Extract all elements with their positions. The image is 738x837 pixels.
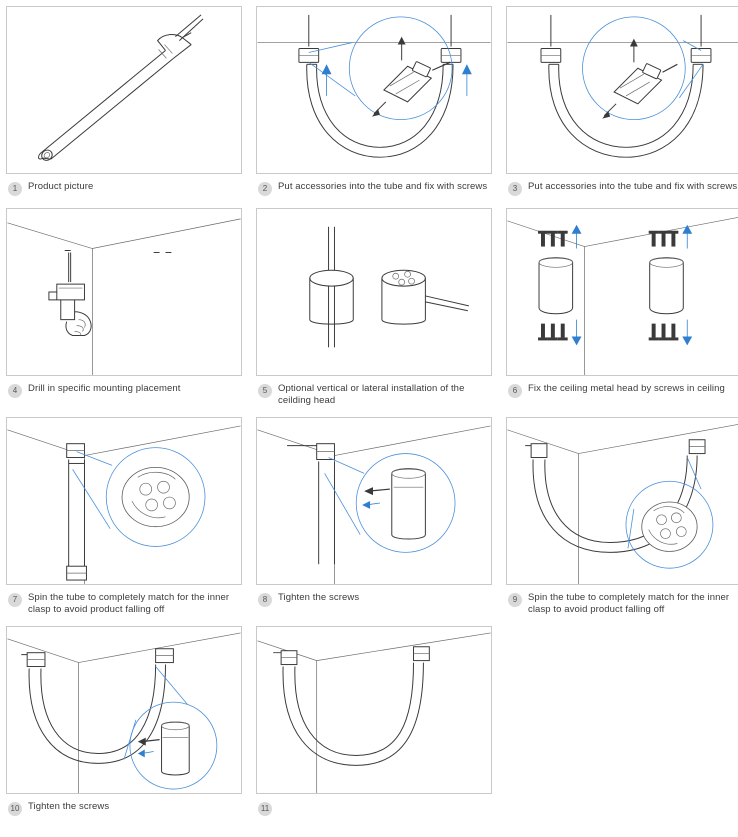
step-cell-3 bbox=[506, 6, 738, 204]
step-number-badge: 6 bbox=[508, 384, 522, 398]
step-illustration-5 bbox=[256, 208, 492, 376]
step-number-badge: 11 bbox=[258, 802, 272, 816]
step-number-badge: 3 bbox=[508, 182, 522, 196]
step-caption-7 bbox=[6, 585, 244, 622]
drawing-finished-installation bbox=[257, 627, 491, 793]
step-cell-11 bbox=[256, 626, 494, 824]
step-illustration-4 bbox=[6, 208, 242, 376]
drawing-product-picture bbox=[7, 7, 241, 173]
drawing-drilling-ceiling bbox=[7, 209, 241, 375]
step-caption-9 bbox=[506, 585, 738, 622]
step-illustration-11 bbox=[256, 626, 492, 794]
step-cell-8 bbox=[256, 417, 494, 622]
step-cell-1 bbox=[6, 6, 244, 204]
step-illustration-7 bbox=[6, 417, 242, 585]
drawing-curved-tube-screw-zoom bbox=[7, 627, 241, 793]
drawing-accessories-into-tube-right bbox=[507, 7, 738, 173]
step-cell-2 bbox=[256, 6, 494, 204]
drawing-vertical-tube-clasp-zoom bbox=[7, 418, 241, 584]
step-caption-text: Drill in specific mounting placement bbox=[28, 383, 181, 394]
step-illustration-1 bbox=[6, 6, 242, 174]
step-caption-8 bbox=[256, 585, 494, 615]
step-number-badge: 9 bbox=[508, 593, 522, 607]
step-cell-5 bbox=[256, 208, 494, 413]
drawing-accessories-into-tube-left bbox=[257, 7, 491, 173]
step-number-badge: 5 bbox=[258, 384, 272, 398]
step-caption-text: Product picture bbox=[28, 181, 94, 192]
step-illustration-10 bbox=[6, 626, 242, 794]
step-number-badge: 8 bbox=[258, 593, 272, 607]
step-caption-text: Tighten the screws bbox=[28, 801, 110, 812]
step-illustration-3 bbox=[506, 6, 738, 174]
step-caption-4 bbox=[6, 376, 244, 406]
step-caption-text: Put accessories into the tube and fix with screws bbox=[278, 181, 488, 192]
step-caption-5 bbox=[256, 376, 494, 413]
drawing-vertical-tube-screw-zoom bbox=[257, 418, 491, 584]
step-illustration-2 bbox=[256, 6, 492, 174]
step-caption-text: Tighten the screws bbox=[278, 592, 360, 603]
step-illustration-6 bbox=[506, 208, 738, 376]
step-caption-11 bbox=[256, 794, 494, 824]
step-caption-6 bbox=[506, 376, 738, 406]
step-cell-6 bbox=[506, 208, 738, 413]
step-cell-9 bbox=[506, 417, 738, 622]
step-caption-text: Spin the tube to completely match for the inner clasp to avoid product falling off bbox=[528, 592, 730, 615]
step-caption-text: Fix the ceiling metal head by screws in ceiling bbox=[528, 383, 725, 394]
step-caption-10 bbox=[6, 794, 244, 824]
step-number-badge: 4 bbox=[8, 384, 22, 398]
step-illustration-8 bbox=[256, 417, 492, 585]
step-cell-10 bbox=[6, 626, 244, 824]
step-illustration-9 bbox=[506, 417, 738, 585]
step-caption-text: Optional vertical or lateral installation of the ceilding head bbox=[278, 383, 465, 406]
step-cell-4 bbox=[6, 208, 244, 413]
step-number-badge: 2 bbox=[258, 182, 272, 196]
drawing-screws-into-ceiling-heads bbox=[507, 209, 738, 375]
step-caption-3 bbox=[506, 174, 738, 204]
step-number-badge: 7 bbox=[8, 593, 22, 607]
step-number-badge: 1 bbox=[8, 182, 22, 196]
step-number-badge: 10 bbox=[8, 802, 22, 816]
step-caption-2 bbox=[256, 174, 494, 204]
step-cell-7 bbox=[6, 417, 244, 622]
step-caption-text: Put accessories into the tube and fix with screws bbox=[528, 181, 738, 192]
step-caption-1 bbox=[6, 174, 244, 204]
drawing-two-ceiling-heads bbox=[257, 209, 491, 375]
drawing-curved-tube-clasp-zoom bbox=[507, 418, 738, 584]
step-caption-text: Spin the tube to completely match for the inner clasp to avoid product falling off bbox=[28, 592, 230, 615]
